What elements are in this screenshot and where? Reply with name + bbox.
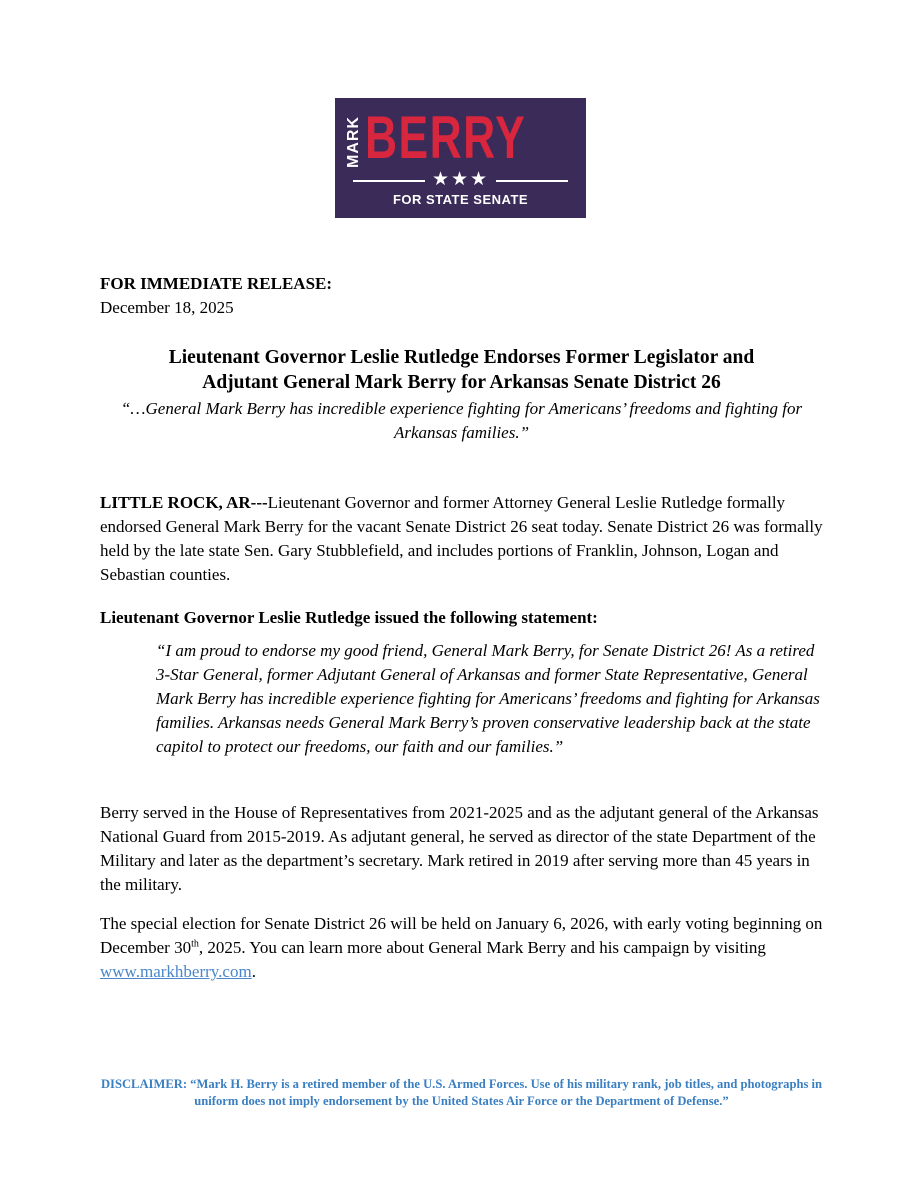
- election-text-b: , 2025. You can learn more about General Mark Berry and his campaign by visiting: [198, 938, 766, 957]
- headline: [100, 345, 823, 395]
- campaign-logo: [335, 98, 586, 218]
- headline-line-2: Adjutant General Mark Berry for Arkansas Senate District 26: [202, 372, 721, 393]
- campaign-website-link[interactable]: www.markhberry.com: [100, 962, 252, 981]
- biography-paragraph: Berry served in the House of Representatives from 2021-2025 and as the adjutant general of the Arkansas National Guard from 2015-2019. As adjutant general, he served as director of the state Department of the Military and later as the department’s secretary. Mark retired in 2019 after serving more than 45 years in the military.: [100, 803, 819, 894]
- statement-intro: Lieutenant Governor Leslie Rutledge issued the following statement:: [100, 608, 598, 627]
- release-date: December 18, 2025: [100, 298, 234, 317]
- logo-first-name: MARK: [345, 116, 362, 168]
- ordinal-suffix: th: [191, 938, 199, 950]
- release-header: [100, 272, 332, 320]
- opening-paragraph: [100, 491, 826, 587]
- endorsement-quote: “I am proud to endorse my good friend, General Mark Berry, for Senate District 26! As a retired 3-Star General, former Adjutant General of Arkansas and former State Representative, General Mark Berry has incredible experience fighting for Americans’ freedoms and fighting for Arkansas families. Arkansas needs General Mark Berry’s proven conservative leadership back at the state capitol to protect our freedoms, our faith and our families.”: [156, 641, 820, 756]
- star-icon: ★★★: [431, 168, 490, 190]
- headline-subquote: “…General Mark Berry has incredible experience fighting for Americans’ freedoms and fighting for Arkansas families.”: [120, 399, 803, 442]
- headline-line-1: Lieutenant Governor Leslie Rutledge Endorses Former Legislator and: [168, 347, 755, 368]
- disclaimer: DISCLAIMER: “Mark H. Berry is a retired member of the U.S. Armed Forces. Use of his military rank, job titles, and photographs in uniform does not imply endorsement by the United States Air Force or the Department of Defense.”: [100, 1077, 823, 1108]
- dateline: LITTLE ROCK, AR---: [100, 493, 268, 512]
- election-text-end: .: [251, 962, 256, 981]
- logo-star-divider: [335, 168, 586, 190]
- logo-divider-line-right: [496, 180, 568, 182]
- release-label: FOR IMMEDIATE RELEASE:: [100, 274, 333, 293]
- election-text-a: The special election for Senate District 26 will be held on January 6, 2026, with early voting beginning on December 30: [100, 914, 823, 957]
- election-paragraph: [100, 912, 826, 984]
- logo-tagline: FOR STATE SENATE: [392, 192, 529, 207]
- logo-last-name: BERRY: [365, 104, 527, 171]
- opening-text: Lieutenant Governor and former Attorney General Leslie Rutledge formally endorsed General Mark Berry for the vacant Senate District 26 seat today. Senate District 26 was formally held by the late state Sen. Gary Stubblefield, and includes portions of Franklin, Johnson, Logan and Sebastian counties.: [100, 493, 823, 584]
